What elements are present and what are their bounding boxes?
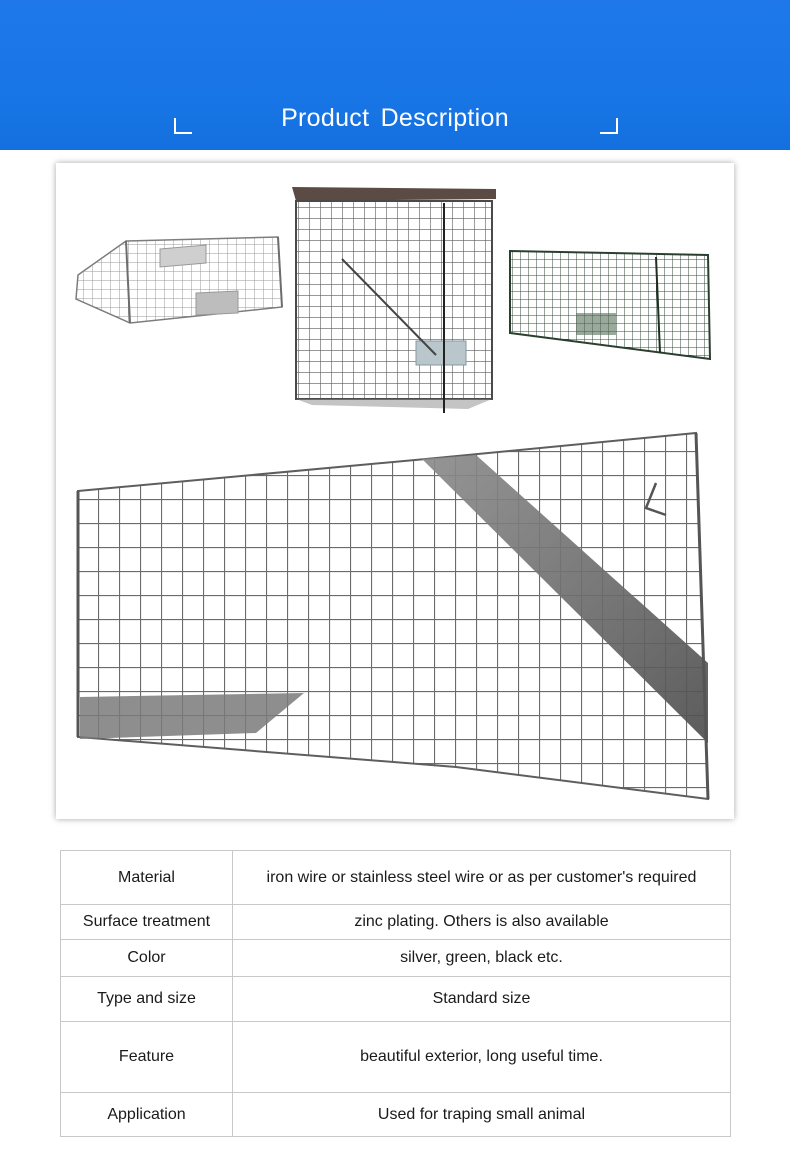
spec-value: beautiful exterior, long useful time. [233,1022,731,1093]
table-row [61,940,731,977]
spec-value: iron wire or stainless steel wire or as per customer's required [233,851,731,905]
table-row [61,1093,731,1137]
page-title: Product Description [281,104,509,132]
cage-trap-green-icon [510,251,710,359]
spec-value: silver, green, black etc. [233,940,731,977]
spec-value: Standard size [233,977,731,1022]
table-row [61,1022,731,1093]
cage-trap-small-icon [76,237,282,323]
spec-label: Material [61,851,233,905]
spec-value: zinc plating. Others is also available [233,905,731,940]
spec-label: Feature [61,1022,233,1093]
spec-label: Application [61,1093,233,1137]
cage-trap-illustration [56,163,734,819]
table-row [61,977,731,1022]
table-row [61,905,731,940]
cage-trap-closeup-icon [78,433,708,799]
spec-label: Color [61,940,233,977]
spec-label: Surface treatment [61,905,233,940]
corner-bracket-right-icon [600,118,618,134]
product-photo [56,163,734,819]
spec-table [60,850,731,1137]
spec-value: Used for traping small animal [233,1093,731,1137]
cage-trap-tall-icon [292,187,496,413]
table-row [61,851,731,905]
spec-label: Type and size [61,977,233,1022]
header-banner [0,0,790,150]
